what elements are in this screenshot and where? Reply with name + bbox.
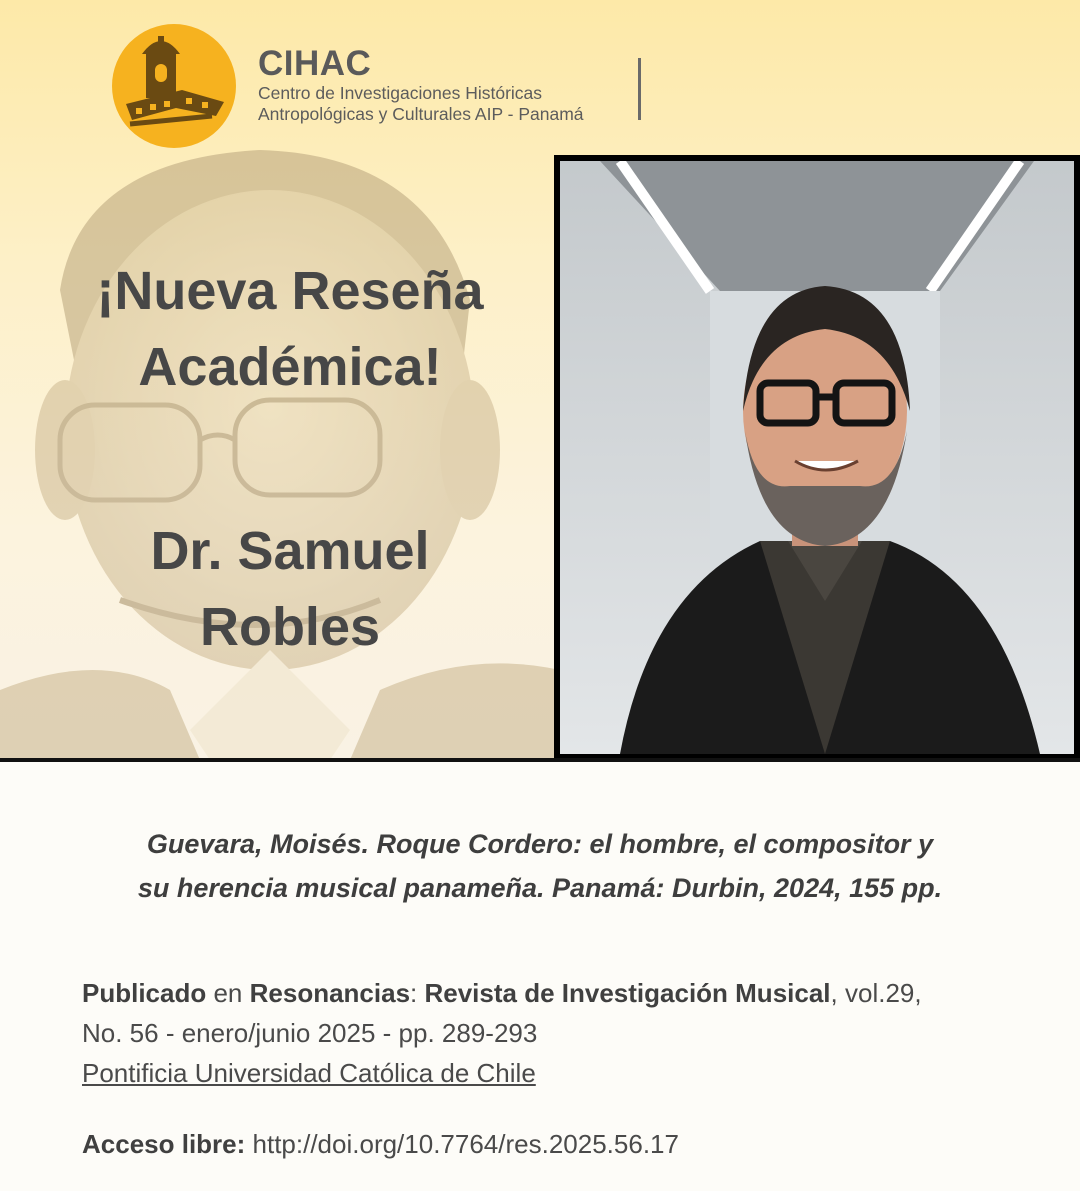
colon-separator: : bbox=[410, 978, 425, 1008]
publication-line1 bbox=[82, 973, 1042, 1013]
access-label: Acceso libre: bbox=[82, 1129, 246, 1159]
author-line2: Robles bbox=[199, 597, 381, 657]
doi-link[interactable]: http://doi.org/10.7764/res.2025.56.17 bbox=[245, 1129, 679, 1159]
org-name: CIHAC bbox=[258, 44, 372, 83]
section-divider bbox=[0, 758, 1080, 762]
header-divider bbox=[638, 58, 641, 120]
headline-line1: ¡Nueva Reseña bbox=[96, 261, 484, 321]
background-portrait-image bbox=[0, 130, 560, 760]
institution-link[interactable]: Pontificia Universidad Católica de Chile bbox=[82, 1058, 536, 1088]
book-citation bbox=[60, 822, 1020, 910]
en-connector: en bbox=[206, 978, 250, 1008]
publication-line2: No. 56 - enero/junio 2025 - pp. 289-293 bbox=[82, 1018, 538, 1048]
citation-line2: su herencia musical panameña. Panamá: Durbin, 2024, 155 pp. bbox=[137, 873, 943, 903]
author-line1: Dr. Samuel bbox=[150, 521, 430, 581]
published-label: Publicado bbox=[82, 978, 207, 1008]
headline-title bbox=[30, 253, 550, 405]
citation-line1: Guevara, Moisés. Roque Cordero: el hombre, el compositor y bbox=[146, 829, 934, 859]
author-name bbox=[30, 513, 550, 665]
cihac-logo bbox=[112, 24, 236, 148]
headline-line2: Académica! bbox=[138, 337, 442, 397]
open-access-line bbox=[82, 1129, 679, 1160]
org-subtitle-line2: Antropológicas y Culturales AIP - Panamá bbox=[258, 104, 584, 124]
author-photo-frame bbox=[554, 155, 1080, 760]
publication-info bbox=[82, 973, 1042, 1093]
fortress-tower-icon bbox=[112, 24, 236, 148]
journal-subtitle: Revista de Investigación Musical bbox=[424, 978, 831, 1008]
org-subtitle bbox=[258, 83, 584, 125]
journal-name: Resonancias bbox=[249, 978, 411, 1008]
author-photo bbox=[560, 161, 1074, 754]
volume-info: , vol.29, bbox=[830, 978, 922, 1008]
org-subtitle-line1: Centro de Investigaciones Históricas bbox=[258, 83, 543, 103]
